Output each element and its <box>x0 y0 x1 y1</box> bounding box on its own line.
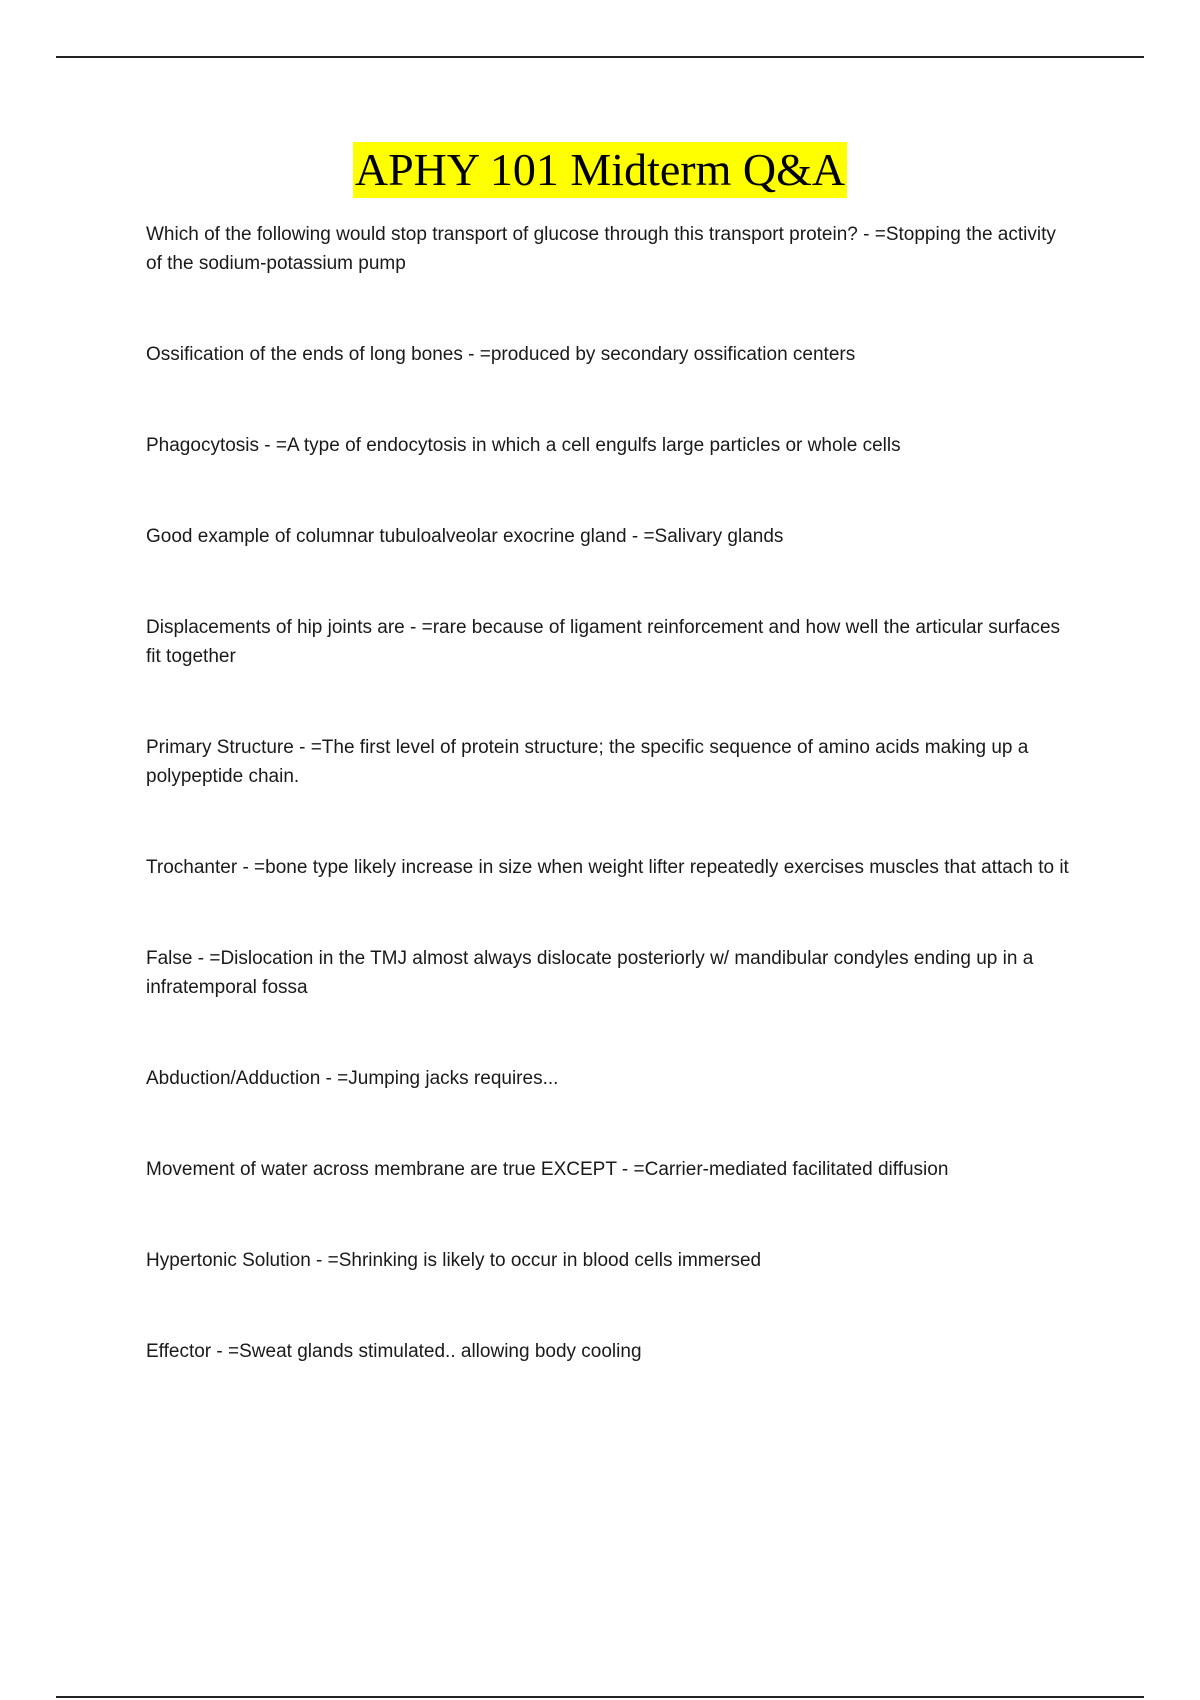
qa-item: False - =Dislocation in the TMJ almost always dislocate posteriorly w/ mandibular condyles ending up in a infratemporal fossa <box>146 948 1034 998</box>
qa-item: Primary Structure - =The first level of protein structure; the specific sequence of amino acids making up a polypeptide chain. <box>146 737 1029 787</box>
qa-item: Displacements of hip joints are - =rare because of ligament reinforcement and how well the articular surfaces fit together <box>146 617 1061 667</box>
qa-item: Abduction/Adduction - =Jumping jacks requires... <box>146 1068 559 1089</box>
qa-item: Ossification of the ends of long bones - =produced by secondary ossification centers <box>146 344 856 365</box>
qa-item: Good example of columnar tubuloalveolar exocrine gland - =Salivary glands <box>146 526 784 547</box>
qa-item: Hypertonic Solution - =Shrinking is likely to occur in blood cells immersed <box>146 1250 762 1271</box>
qa-item: Which of the following would stop transport of glucose through this transport protein? - =Stopping the activity of the sodium-potassium pump <box>146 224 1056 274</box>
top-divider <box>56 56 1144 58</box>
bottom-divider <box>56 1696 1144 1698</box>
page-title: APHY 101 Midterm Q&A <box>353 142 847 198</box>
title-block <box>0 142 1200 198</box>
qa-list <box>146 220 1076 1366</box>
qa-item: Movement of water across membrane are true EXCEPT - =Carrier-mediated facilitated diffusion <box>146 1159 949 1180</box>
qa-item: Effector - =Sweat glands stimulated.. allowing body cooling <box>146 1341 642 1362</box>
qa-item: Trochanter - =bone type likely increase in size when weight lifter repeatedly exercises muscles that attach to it <box>146 857 1069 878</box>
qa-item: Phagocytosis - =A type of endocytosis in which a cell engulfs large particles or whole cells <box>146 435 901 456</box>
